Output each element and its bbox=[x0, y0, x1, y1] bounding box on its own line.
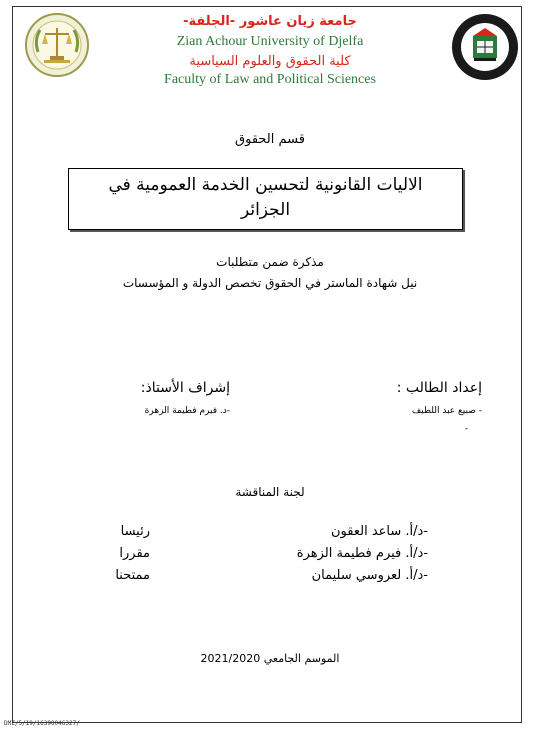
page-border bbox=[12, 6, 522, 723]
university-name-en: Zian Achour University of Djelfa bbox=[176, 34, 364, 49]
memo-requirement: مذكرة ضمن متطلبات bbox=[216, 255, 324, 269]
student-name-2: - bbox=[464, 424, 468, 434]
degree-specialization: نيل شهادة الماستر في الحقوق تخصص الدولة و المؤسسات bbox=[122, 276, 418, 290]
supervisor-label: إشراف الأستاذ: bbox=[140, 380, 230, 396]
committee-member-role: مقررا bbox=[119, 546, 150, 561]
supervisor-name: -د. فيرم فطيمة الزهرة bbox=[144, 406, 230, 416]
committee-member-role: رئيسا bbox=[120, 524, 150, 539]
prepared-by-label: إعداد الطالب : bbox=[396, 380, 482, 396]
committee-member-name: -د/أ. ساعد العقون bbox=[331, 524, 428, 539]
page-header bbox=[0, 0, 540, 110]
thesis-title-line-2: الجزائر bbox=[240, 200, 291, 220]
student-name: - صبيع عبد اللطيف bbox=[411, 406, 482, 416]
academic-year: الموسم الجامعي 2021/2020 bbox=[200, 652, 340, 665]
thesis-title-box bbox=[68, 168, 463, 230]
faculty-name-ar: كلية الحقوق والعلوم السياسية bbox=[189, 54, 351, 69]
university-name-ar: جامعة زيان عاشور -الجلفة- bbox=[183, 14, 357, 29]
committee-title: لجنة المناقشة bbox=[235, 485, 305, 499]
faculty-name-en: Faculty of Law and Political Sciences bbox=[164, 72, 376, 87]
committee-member-name: -د/أ. لعروسي سليمان bbox=[311, 568, 428, 583]
footer-code: DMZ/5/19/16390046327/ bbox=[4, 720, 80, 727]
committee-member-name: -د/أ. فيرم فطيمة الزهرة bbox=[296, 546, 428, 561]
department-name: قسم الحقوق bbox=[235, 132, 305, 147]
university-seal-logo bbox=[450, 12, 520, 82]
thesis-title-line-1: الاليات القانونية لتحسين الخدمة العمومية في bbox=[108, 175, 423, 195]
committee-member-role: ممتحنا bbox=[115, 568, 150, 583]
